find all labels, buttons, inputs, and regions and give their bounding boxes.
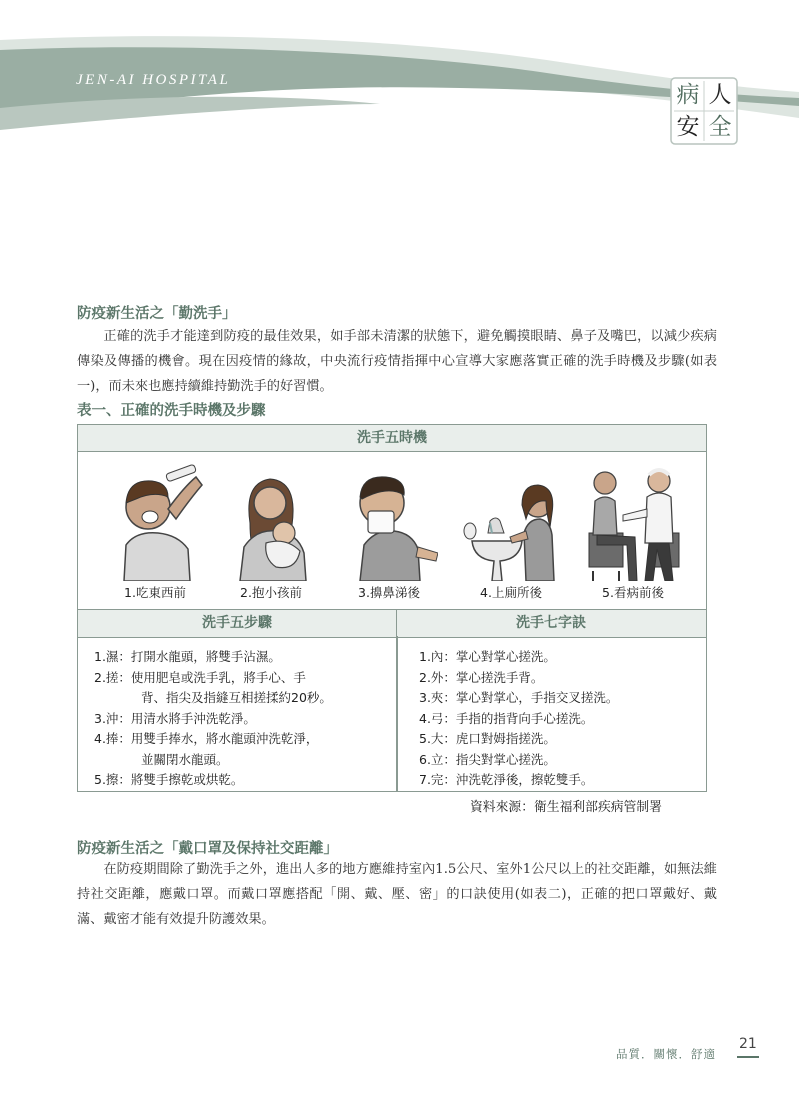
list-item: 1.濕：打開水龍頭，將雙手沾濕。 <box>94 649 281 664</box>
masks-paragraph: 在防疫期間除了勤洗手之外，進出人多的地方應維持室內1.5公尺、室外1公尺以上的社交距離，如無法維持社交距離，應戴口罩。而戴口罩應搭配「開、戴、壓、密」的口訣使用(如表二)，正確的把口罩戴好、戴滿、戴密才能有效提升防護效果。 <box>77 862 717 927</box>
list-item: 3.夾：掌心對掌心，手指交叉搓洗。 <box>419 690 619 705</box>
column-divider <box>396 636 398 791</box>
steps-header: 洗手五步驟 <box>78 610 397 637</box>
mnemonic-list <box>419 647 618 791</box>
list-item: 2.外：掌心搓洗手背。 <box>419 669 544 685</box>
timing-label: 5.看病前後 <box>602 585 664 600</box>
handwashing-steps-list <box>94 647 332 791</box>
doctor-visit-illustration <box>583 463 683 581</box>
section-title-masks: 防疫新生活之「戴口罩及保持社交距離」 <box>77 841 338 857</box>
timing-label: 4.上廁所後 <box>480 585 542 600</box>
list-item: 6.立：指尖對掌心搓洗。 <box>419 751 556 767</box>
logo-char: 病 <box>676 82 700 108</box>
data-source: 資料來源：衛生福利部疾病管制署 <box>470 800 662 815</box>
list-item: 3.沖：用清水將手沖洗乾淨。 <box>94 710 256 726</box>
hospital-name: JEN-AI HOSPITAL <box>76 72 231 88</box>
timing-label: 2.抱小孩前 <box>240 585 302 600</box>
timing-label: 3.擤鼻涕後 <box>358 585 420 600</box>
logo-char: 人 <box>708 82 732 108</box>
list-item: 4.弓：手指的指背向手心搓洗。 <box>419 710 594 726</box>
section-title-handwashing: 防疫新生活之「勤洗手」 <box>77 306 237 322</box>
page-number-underline <box>737 1056 759 1058</box>
list-item: 5.擦：將雙手擦乾或烘乾。 <box>94 772 244 787</box>
holding-baby-illustration <box>220 463 320 581</box>
list-item: 並關閉水龍頭。 <box>141 751 229 767</box>
list-item: 1.內：掌心對掌心搓洗。 <box>419 649 556 664</box>
logo-char: 安 <box>676 114 700 140</box>
list-item: 背、指尖及指縫互相搓揉約20秒。 <box>141 690 332 705</box>
patient-safety-logo <box>670 77 738 145</box>
timing-header: 洗手五時機 <box>78 425 706 452</box>
list-item: 5.大：虎口對姆指搓洗。 <box>419 731 556 746</box>
list-item: 4.捧：用雙手捧水，將水龍頭沖洗乾淨， <box>94 731 319 746</box>
list-item: 7.完：沖洗乾淨後，擦乾雙手。 <box>419 772 594 787</box>
eating-illustration <box>106 463 206 581</box>
steps-header-row <box>78 609 706 638</box>
page-number: 21 <box>739 1036 757 1052</box>
mnemonic-header: 洗手七字訣 <box>516 615 586 631</box>
handwashing-table <box>77 424 707 792</box>
footer-tagline: 品質．關懷．舒適 <box>616 1047 716 1061</box>
table-caption: 表一、正確的洗手時機及步驟 <box>77 403 266 419</box>
timing-label: 1.吃東西前 <box>124 585 186 600</box>
list-item: 2.搓：使用肥皂或洗手乳，將手心、手 <box>94 669 306 685</box>
handwashing-paragraph: 正確的洗手才能達到防疫的最佳效果，如手部未清潔的狀態下，避免觸摸眼睛、鼻子及嘴巴，以減少疾病傳染及傳播的機會。現在因疫情的緣故，中央流行疫情指揮中心宣導大家應落實正確的洗手時機及步驟(如表一)，而未來也應持續維持勤洗手的好習慣。 <box>77 329 718 394</box>
logo-char: 全 <box>708 114 732 140</box>
blowing-nose-illustration <box>338 463 438 581</box>
after-toilet-illustration <box>460 463 560 581</box>
